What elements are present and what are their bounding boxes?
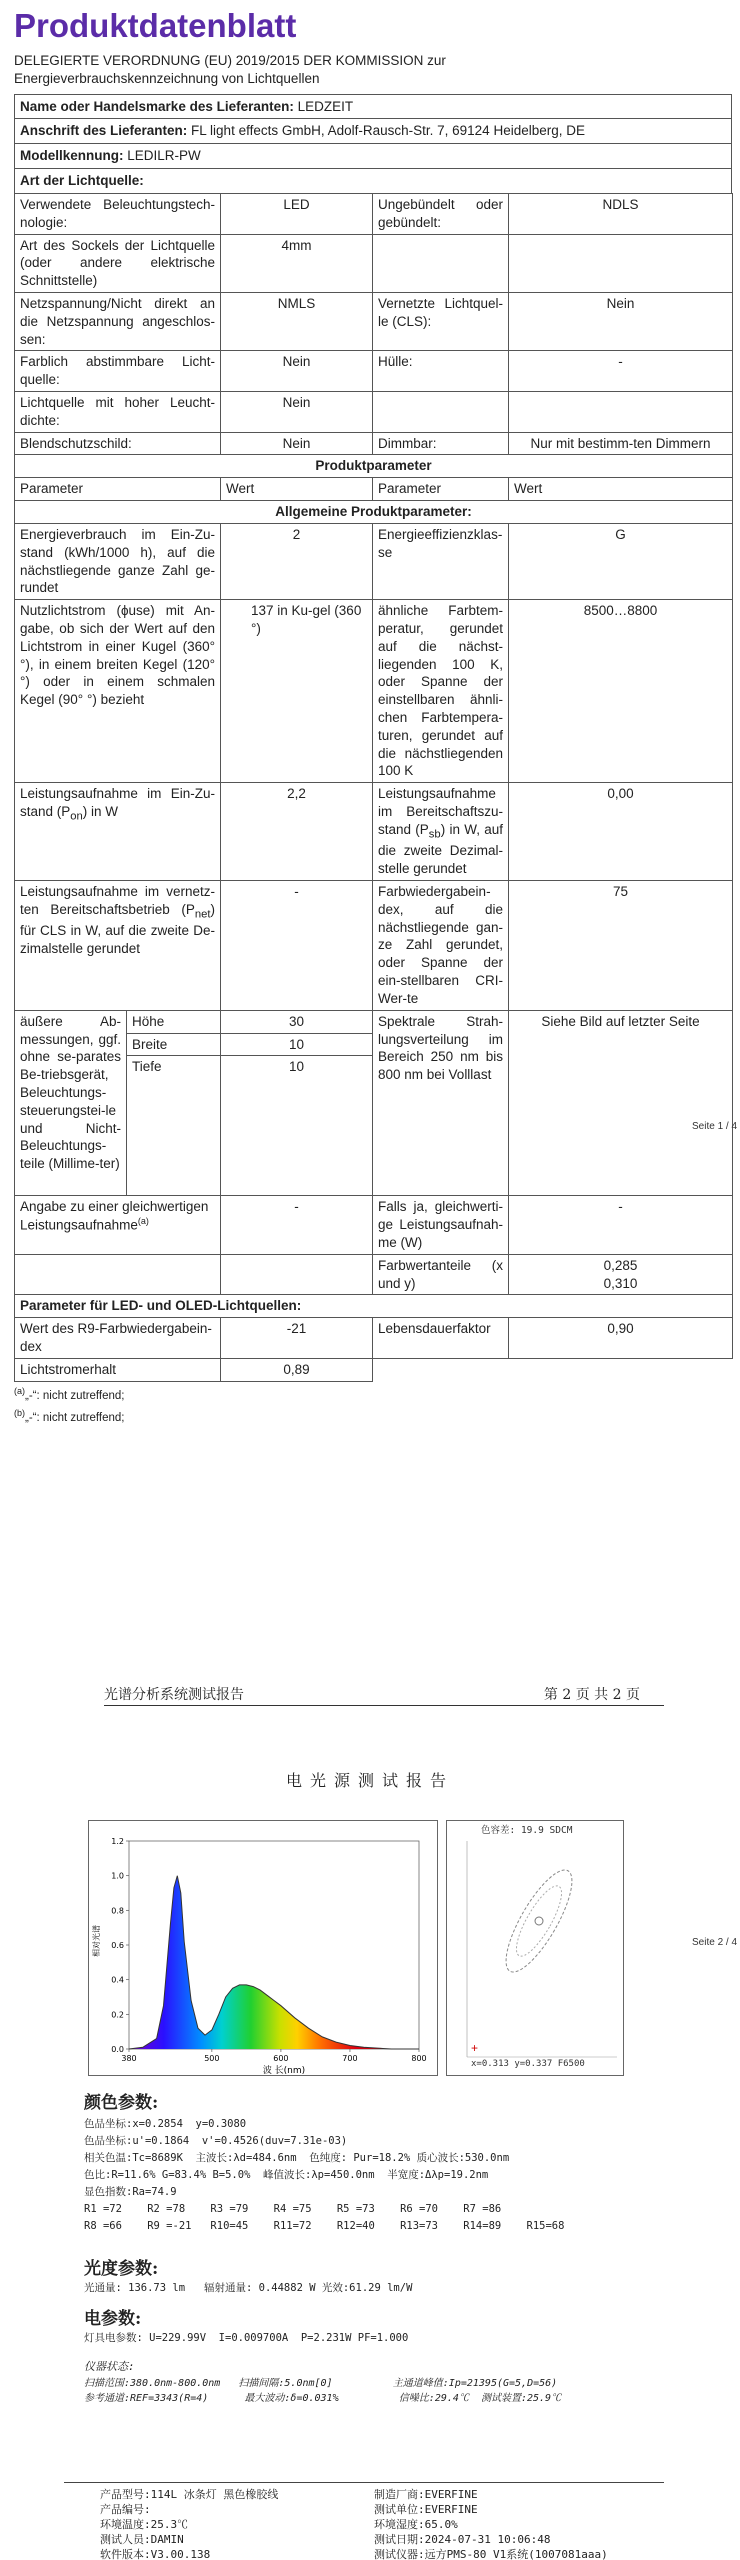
footer-right-line: 测试仪器:远方PMS-80_V1系统(1007081aaa) — [374, 2548, 608, 2560]
color-param-line: R1 =72 R2 =78 R3 =79 R4 =75 R5 =73 R6 =70 R7 =86 — [84, 2203, 502, 2215]
spectrum-chart-frame — [88, 1820, 438, 2076]
standby-power-label: Leistungsaufnahme im Bereitschaftszu-stand $(P_{sb})$ in W, auf die zweite Dezimal-stelle gerundet — [373, 783, 509, 881]
footer-left-line: 环境温度:25.3℃ — [100, 2518, 189, 2531]
r9-label: Wert des R9-Farbwiedergabein-dex — [15, 1318, 221, 1359]
chromaticity-value: 0,285 0,310 — [509, 1254, 733, 1295]
footnote-a: $^{(a)}$„-“: nicht zutreffend; — [14, 1385, 125, 1402]
type-value-left: Nein — [221, 432, 373, 455]
cie-measured-point: + — [471, 2041, 479, 2055]
type-row — [15, 234, 733, 292]
empty-cell — [509, 1358, 733, 1381]
equivalent-power-table — [14, 1195, 733, 1381]
footer-left-line: 软件版本:V3.00.138 — [100, 2548, 211, 2560]
spectral-value: Siehe Bild auf letzter Seite — [509, 1010, 733, 1196]
photometric-heading: 光度参数: — [84, 2259, 159, 2279]
footer-left-line: 测试人员:DAMIN — [100, 2533, 184, 2546]
type-row — [15, 292, 733, 350]
instrument-line: 参考通道:REF=3343(R=4) 最大波动:δ=0.031% 信噪比:29.4℃ 测试装置:25.9℃ — [84, 2393, 562, 2404]
type-row — [15, 193, 733, 234]
footer-left-line: 产品型号:114L 冰条灯 黑色橡胶线 — [100, 2488, 279, 2501]
networked-standby-label: Leistungsaufnahme im vernetz-ten Bereitschaftsbetrieb $(P_{net})$ für CLS in W, auf die zweite De-zimalstelle gerundet — [15, 881, 221, 1011]
cie-tolerance-label: 色容差: 19.9 SDCM — [481, 1825, 573, 1836]
report-footer — [64, 2482, 664, 2560]
color-param-line: 显色指数:Ra=74.9 — [84, 2186, 177, 2198]
type-row — [15, 432, 733, 455]
type-value-right — [509, 392, 733, 433]
col-param-2: Parameter — [373, 478, 509, 501]
height-label: Höhe — [127, 1010, 221, 1033]
instrument-block — [84, 2376, 561, 2406]
type-value-left: LED — [221, 193, 373, 234]
networked-standby-value: - — [221, 881, 373, 1011]
type-row — [15, 351, 733, 392]
type-label-left: Lichtquelle mit hoher Leucht-dichte: — [15, 392, 221, 433]
type-label-left: Blendschutzschild: — [15, 432, 221, 455]
y-tick-label: 1.2 — [111, 1837, 124, 1846]
y-tick-label: 1.0 — [111, 1871, 124, 1881]
empty-cell — [15, 1254, 221, 1295]
y-tick-label: 0.4 — [111, 1975, 124, 1985]
supplier-row — [15, 95, 731, 120]
empty-cell — [373, 1358, 509, 1381]
color-params-heading: 颜色参数: — [84, 2093, 159, 2113]
type-value-right: NDLS — [509, 193, 733, 234]
type-label-left: Art des Sockels der Lichtquelle (oder andere elektrische Schnittstelle) — [15, 234, 221, 292]
on-power-value: 2,2 — [221, 783, 373, 881]
type-value-right: Nein — [509, 292, 733, 350]
supplier-label: Name oder Handelsmarke des Lieferanten: — [20, 98, 294, 114]
report-title: 电光源测试报告 — [285, 1771, 454, 1790]
supplier-box — [14, 94, 732, 194]
x-tick-label: 600 — [273, 2054, 289, 2063]
cie-target-point — [535, 1917, 543, 1925]
cie-ellipse-inner — [509, 1880, 570, 1961]
type-label-left: Verwendete Beleuchtungstech-nologie: — [15, 193, 221, 234]
footer-right-line: 测试单位:EVERFINE — [374, 2503, 478, 2516]
footer-left-line: 产品编号: — [100, 2503, 151, 2516]
footer-right — [374, 2487, 608, 2560]
color-param-line: 色品坐标:u'=0.1864 v'=0.4526(duv=7.31e-03) — [84, 2135, 348, 2147]
type-label-right: Dimmbar: — [373, 432, 509, 455]
spectrum-x-label: 波 长(nm) — [262, 2066, 306, 2076]
color-params-block — [84, 2116, 564, 2235]
lifetime-factor-label: Lebensdauerfaktor — [373, 1318, 509, 1359]
y-tick-label: 0.2 — [111, 2010, 124, 2020]
electrical-line: 灯具电参数: U=229.99V I=0.009700A P=2.231W PF=1.000 — [84, 2332, 409, 2344]
address-value: FL light effects GmbH, Adolf-Rausch-Str. 7, 69124 Heidelberg, DE — [191, 123, 585, 139]
type-label-right — [373, 234, 509, 292]
type-value-right — [509, 234, 733, 292]
x-tick-label: 500 — [204, 2054, 220, 2063]
on-power-label: Leistungsaufnahme im Ein-Zu-stand $(P_{on})$ in W — [15, 783, 221, 881]
flux-label: Nutzlichtstrom (ϕuse) mit An-gabe, ob sich der Wert auf den Lichtstrom in einer Kugel (360° °), in einem breiten Kegel (120° °) oder in einem schmalen Kegel (90° °) bezieht — [15, 600, 221, 783]
footer-right-line: 测试日期:2024-07-31 10:06:48 — [374, 2533, 551, 2546]
photometric-line: 光通量: 136.73 lm 辐射通量: 0.44882 W 光效:61.29 lm/W — [84, 2282, 413, 2294]
type-value-right: Nur mit bestimm-ten Dimmern — [509, 432, 733, 455]
report-header — [104, 1684, 664, 1706]
test-report — [0, 1684, 740, 2560]
chromaticity-label: Farbwertanteile (x und y) — [373, 1254, 509, 1295]
light-source-type-table — [14, 193, 733, 456]
equivalent-power-label: Angabe zu einer gleichwertigen Leistungsaufnahme$^{(a)}$ — [15, 1196, 221, 1254]
datasheet — [14, 6, 732, 1426]
type-value-left: 4mm — [221, 234, 373, 292]
col-value-1: Wert — [221, 478, 373, 501]
y-tick-label: 0.8 — [111, 1906, 124, 1916]
lifetime-factor-value: 0,90 — [509, 1318, 733, 1359]
col-param-1: Parameter — [15, 478, 221, 501]
general-params-heading: Allgemeine Produktparameter: — [15, 501, 733, 524]
type-label-right: Ungebündelt oder gebündelt: — [373, 193, 509, 234]
params-header: Produktparameter — [15, 455, 733, 478]
led-section-heading: Parameter für LED- und OLED-Lichtquellen: — [15, 1295, 733, 1318]
color-param-line: R8 =66 R9 =-21 R10=45 R11=72 R12=40 R13=73 R14=89 R15=68 — [84, 2220, 565, 2232]
cct-label: ähnliche Farbtem-peratur, gerundet auf die nächst-liegenden 100 K, oder Spanne der einstellbaren ähnli-chen Farbtempera-turen, gerundet auf die nächstliegenden 100 K — [373, 600, 509, 783]
flux-value: 137 in Ku-gel (360 °) — [221, 600, 373, 783]
model-value: LEDILR-PW — [127, 148, 201, 164]
equivalent-power-value: - — [221, 1196, 373, 1254]
cie-ellipse-chart — [447, 1821, 625, 2077]
address-label: Anschrift des Lieferanten: — [20, 123, 188, 139]
instrument-heading: 仪器状态: — [84, 2360, 135, 2373]
model-row — [15, 144, 731, 169]
depth-value: 10 — [221, 1056, 373, 1196]
type-label-right — [373, 392, 509, 433]
regulation-subtitle: DELEGIERTE VERORDNUNG (EU) 2019/2015 DER KOMMISSION zur Energieverbrauchskennzeichnung von Lichtquellen — [14, 53, 446, 86]
standby-power-value: 0,00 — [509, 783, 733, 881]
supplier-value: LEDZEIT — [297, 98, 354, 114]
cie-ellipse-outer — [494, 1862, 583, 1980]
type-value-right: - — [509, 351, 733, 392]
electrical-heading: 电参数: — [84, 2309, 142, 2329]
page-title: Produktdatenblatt — [14, 7, 297, 44]
empty-cell — [221, 1254, 373, 1295]
color-param-line: 色品坐标:x=0.2854 y=0.3080 — [84, 2118, 247, 2130]
energy-value: 2 — [221, 523, 373, 599]
footnote-b: $^{(b)}$„-“: nicht zutreffend; — [14, 1407, 125, 1424]
y-tick-label: 0.0 — [111, 2045, 124, 2054]
r9-value: -21 — [221, 1318, 373, 1359]
model-label: Modellkennung: — [20, 148, 124, 164]
product-parameters-table — [14, 454, 733, 1010]
y-tick-label: 0.6 — [111, 1941, 124, 1950]
x-tick-label: 700 — [342, 2054, 358, 2063]
equivalent-watt-value: - — [509, 1196, 733, 1254]
cri-label: Farbwiedergabein-dex, auf die nächstliegende gan-ze Zahl gerundet, oder Spanne der ein-stellbaren CRI-Wer-te — [373, 881, 509, 1011]
x-tick-label: 800 — [411, 2054, 427, 2063]
color-param-line: 相关色温:Tc=8689K 主波长:λd=484.6nm 色纯度: Pur=18.2% 质心波长:530.0nm — [84, 2152, 510, 2164]
footer-right-line: 环境湿度:65.0% — [374, 2518, 458, 2531]
height-value: 30 — [221, 1010, 373, 1033]
equivalent-watt-label: Falls ja, gleichwerti-ge Leistungsaufnah-me (W) — [373, 1196, 509, 1254]
depth-label: Tiefe — [127, 1056, 221, 1196]
type-section-heading: Art der Lichtquelle: — [20, 173, 144, 189]
cie-chart-frame — [446, 1820, 624, 2076]
footer-left — [100, 2487, 278, 2560]
cri-value: 75 — [509, 881, 733, 1011]
page-number-1: Seite 1 / 4 — [692, 1121, 738, 1132]
dimensions-table — [14, 1010, 733, 1197]
type-value-left: Nein — [221, 392, 373, 433]
report-header-left: 光谱分析系统测试报告 — [104, 1687, 244, 1703]
address-row — [15, 119, 731, 144]
width-label: Breite — [127, 1033, 221, 1056]
type-label-right: Hülle: — [373, 351, 509, 392]
efficiency-class-value: G — [509, 523, 733, 599]
x-tick-label: 380 — [121, 2054, 137, 2063]
lumen-maintenance-label: Lichtstromerhalt — [15, 1358, 221, 1381]
cct-value: 8500…8800 — [509, 600, 733, 783]
col-value-2: Wert — [509, 478, 733, 501]
dimensions-label: äußere Ab-messungen, ggf. ohne se-parates Be-triebsgerät, Beleuchtungs-steuerungstei-le und Nicht-Beleuchtungs-teile (Millime-ter) — [15, 1010, 127, 1196]
spectrum-y-label: 相对光谱 — [92, 1925, 101, 1957]
type-value-left: NMLS — [221, 292, 373, 350]
type-label-left: Netzspannung/Nicht direkt an die Netzspannung angeschlos-sen: — [15, 292, 221, 350]
type-value-left: Nein — [221, 351, 373, 392]
page-number-2: Seite 2 / 4 — [692, 1937, 738, 1948]
lumen-maintenance-value: 0,89 — [221, 1358, 373, 1381]
spectrum-chart — [89, 1821, 439, 2077]
color-param-line: 色比:R=11.6% G=83.4% B=5.0% 峰值波长:λp=450.0nm 半宽度:Δλp=19.2nm — [84, 2169, 489, 2181]
type-label-right: Vernetzte Lichtquel-le (CLS): — [373, 292, 509, 350]
spectral-label: Spektrale Strah-lungsverteilung im Bereich 250 nm bis 800 nm bei Volllast — [373, 1010, 509, 1196]
type-row — [15, 392, 733, 433]
instrument-line: 扫描范围:380.0nm-800.0nm 扫描间隔:5.0nm[0] 主通道峰值:Ip=21395(G=5,D=56) — [84, 2378, 558, 2389]
width-value: 10 — [221, 1033, 373, 1056]
cie-coordinates: x=0.313 y=0.337 F6500 — [471, 2059, 585, 2070]
efficiency-class-label: Energieeffizienzklas-se — [373, 523, 509, 599]
energy-label: Energieverbrauch im Ein-Zu-stand (kWh/1000 h), auf die nächstliegende ganze Zahl ge-rundet — [15, 523, 221, 599]
report-header-right: 第 2 页 共 2 页 — [543, 1687, 640, 1703]
type-label-left: Farblich abstimmbare Licht-quelle: — [15, 351, 221, 392]
footer-right-line: 制造厂商:EVERFINE — [374, 2488, 478, 2501]
